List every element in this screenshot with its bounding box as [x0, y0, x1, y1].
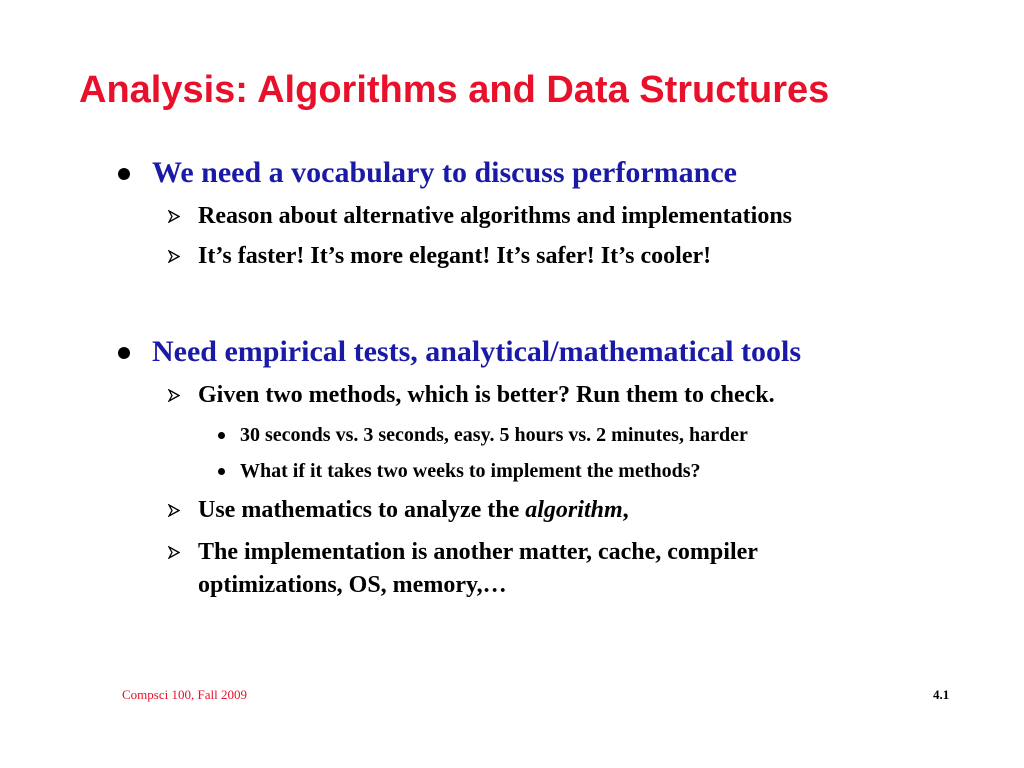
arrowhead-bullet-icon: [168, 250, 180, 263]
arrowhead-bullet-icon: [168, 389, 180, 402]
bullet-text: What if it takes two weeks to implement the methods?: [240, 460, 701, 482]
bullet-text: 30 seconds vs. 3 seconds, easy. 5 hours vs. 2 minutes, harder: [240, 424, 748, 446]
bullet-text: [198, 536, 978, 602]
bullet-text: It’s faster! It’s more elegant! It’s safer! It’s cooler!: [198, 243, 712, 269]
footer-course-label: Compsci 100, Fall 2009: [122, 687, 247, 702]
bullet-text-line2: optimizations, OS, memory,…: [198, 572, 507, 598]
bullet-text: Given two methods, which is better? Run them to check.: [198, 382, 775, 408]
bullet-text-line1: The implementation is another matter, cache, compiler: [198, 539, 758, 565]
bullet-text-prefix: Use mathematics to analyze the: [198, 497, 526, 523]
small-bullet-dot-icon: [218, 468, 225, 475]
footer-slide-number: 4.1: [933, 687, 950, 702]
bullet-dot-icon: [118, 168, 130, 180]
bullet-dot-icon: [118, 347, 130, 359]
small-bullet-dot-icon: [218, 432, 225, 439]
arrowhead-bullet-icon: [168, 504, 180, 517]
bullet-text: Need empirical tests, analytical/mathematical tools: [152, 335, 802, 368]
slide-title: Analysis: Algorithms and Data Structures: [79, 69, 830, 111]
bullet-text: [198, 494, 978, 527]
bullet-text: We need a vocabulary to discuss performance: [152, 156, 737, 189]
arrowhead-bullet-icon: [168, 210, 180, 223]
bullet-text-suffix: ,: [622, 497, 629, 523]
bullet-text-emphasis: algorithm: [525, 497, 623, 523]
arrowhead-bullet-icon: [168, 546, 180, 559]
bullet-text: Reason about alternative algorithms and implementations: [198, 203, 792, 229]
